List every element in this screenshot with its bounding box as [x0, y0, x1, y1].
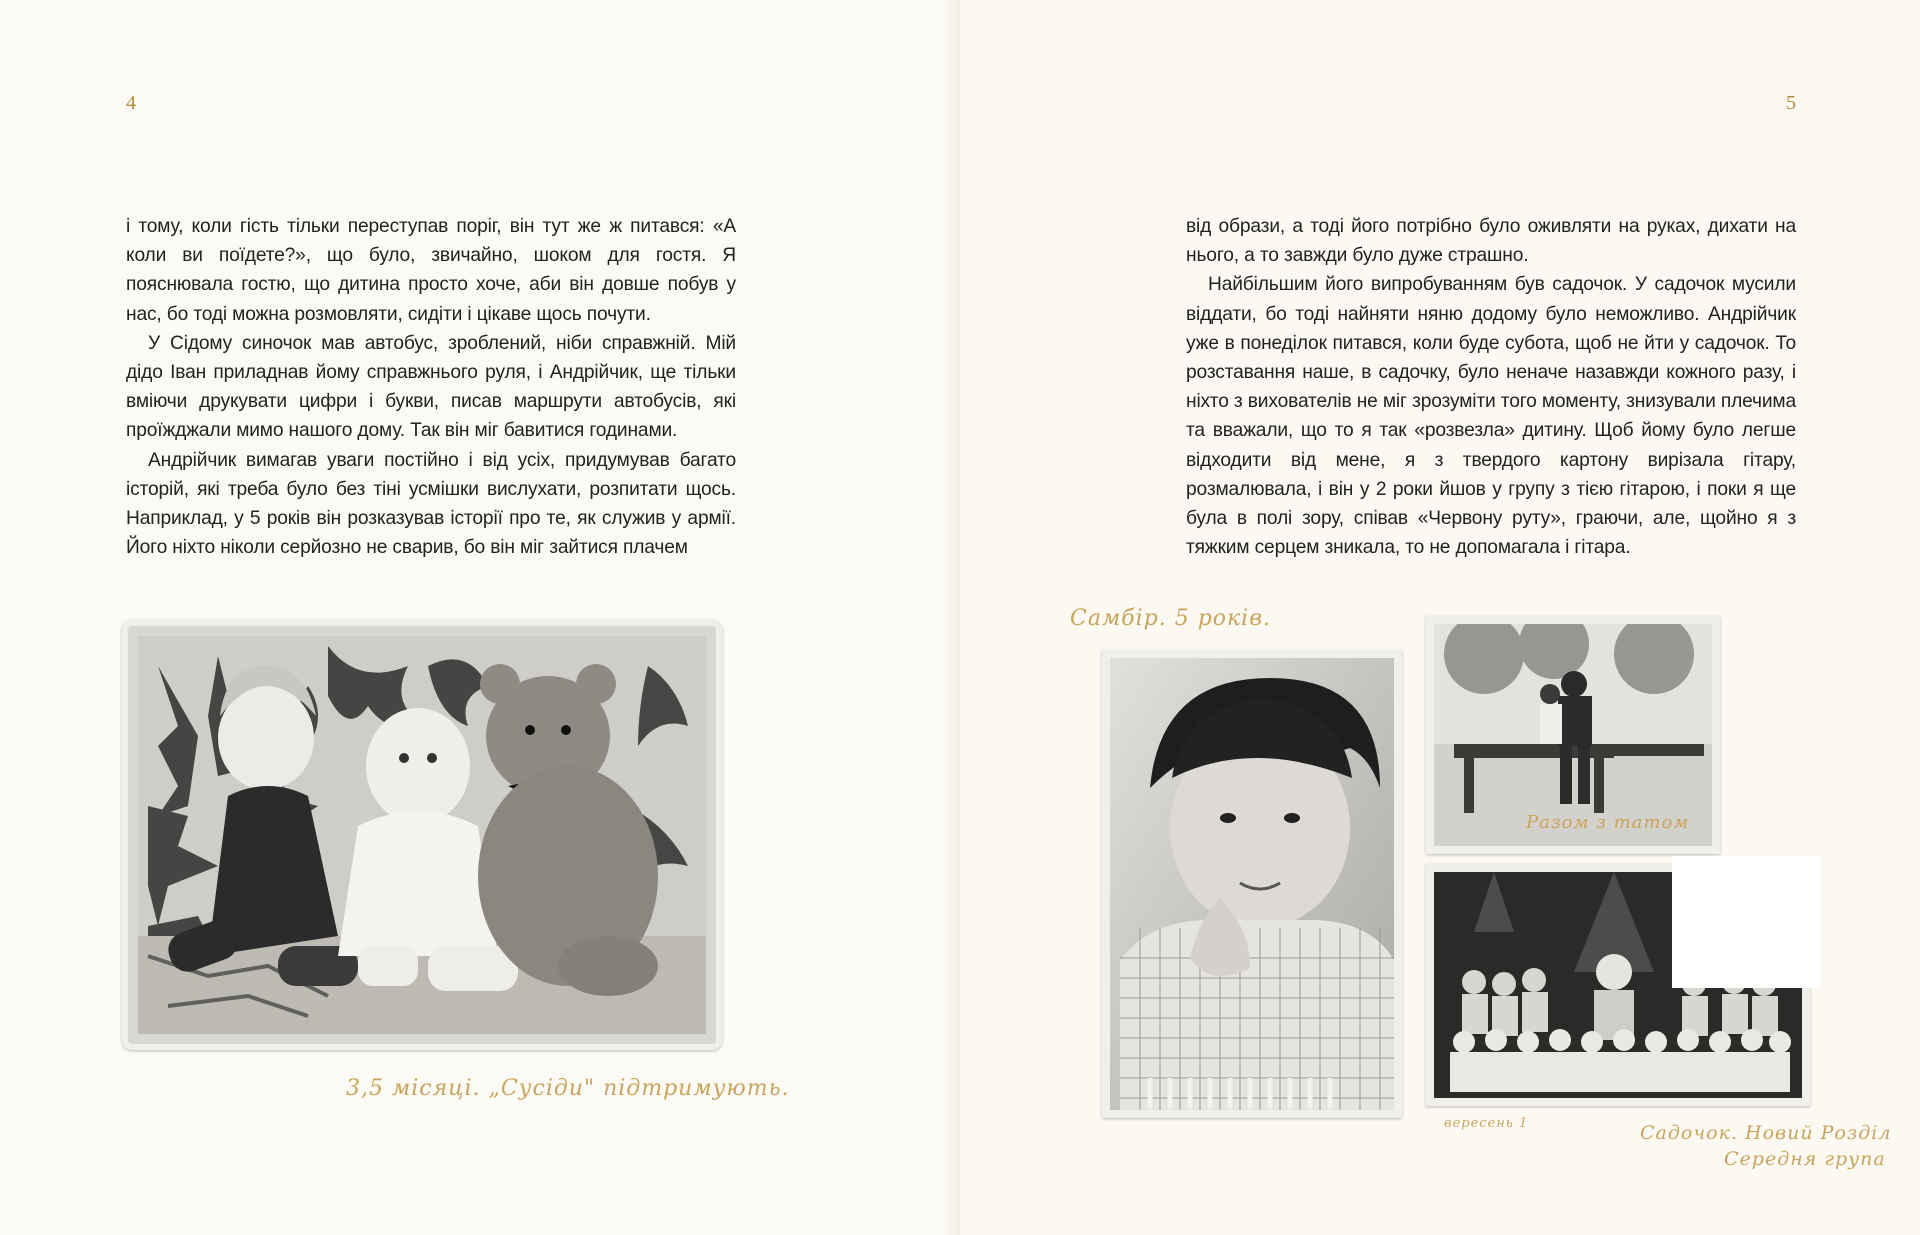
- page-number-right: 5: [1786, 92, 1796, 114]
- paragraph: Найбільшим його випробуванням був садочок. У садочок мусили віддати, бо тоді найняти няню додому було неможливо. Андрійчик уже в понеділок питався, коли буде субота, щоб не йти у садочок. То розставання наше, в садочку, було неначе назавжди кожного разу, і ніхто з вихователів не міг зрозуміти того моменту, знизували плечима та вважали, що то я так «розвезла» дитину. Щоб йому було легше відходити від мене, я з твердого картону вирізала гітару, розмалювала, і він у 2 роки йшов у групу з тією гітарою, і поки я ще була в полі зору, співав «Червону руту», граючи, але, щойно я з тяжким серцем зникала, то не допомагала і гітара.: [1186, 274, 1796, 559]
- paragraph: від образи, а тоді його потрібно було оживляти на руках, дихати на нього, а то завжди було дуже страшно.: [1186, 216, 1796, 267]
- page-number-left: 4: [126, 92, 136, 114]
- paragraph: У Сідому синочок мав автобус, зроблений, ніби справжній. Мій дідо Іван приладнав йому справжнього руля, і Андрійчик, ще тільки вміючи друкувати цифри і букви, писав маршрути автобусів, які проїжджали мимо нашого дому. Так він міг бавитися годинами.: [126, 332, 736, 442]
- paragraph: і тому, коли гість тільки переступав поріг, він тут же ж питався: «А коли ви поїдете?», що було, звичайно, шоком для гостя. Я пояснювала гостю, що дитина просто хоче, аби він довше побув у нас, бо тоді можна розмовляти, сидіти і цікаве щось почути.: [126, 216, 736, 325]
- portrait-image: [1110, 658, 1394, 1110]
- baby-with-toys-photo: [122, 620, 722, 1050]
- with-father-caption: Разом з татом: [1526, 812, 1690, 833]
- white-overlay: [1672, 856, 1820, 988]
- kindergarten-caption-line1: Садочок. Новий Розділ: [1640, 1122, 1892, 1144]
- right-page: [960, 0, 1920, 1235]
- boy-portrait-photo: [1102, 650, 1402, 1118]
- kindergarten-caption-line2: Середня група: [1724, 1148, 1886, 1170]
- paragraph: Андрійчик вимагав уваги постійно і від усіх, придумував багато історій, які треба було без тіні усмішки вислухати, розпитати щось. Наприклад, у 5 років він розказував історії про те, як служив у армії. Його ніхто ніколи серйозно не сварив, бо він міг зайтися плачем: [126, 449, 736, 559]
- baby-photo-caption: 3,5 місяці. „Сусіди" підтримують.: [346, 1076, 790, 1101]
- left-text-column: [126, 212, 736, 562]
- baby-photo-image: [128, 626, 716, 1044]
- portrait-caption: Самбір. 5 років.: [1070, 606, 1272, 631]
- right-text-column: [1186, 212, 1796, 562]
- small-handwritten-note: вересень 1: [1444, 1116, 1529, 1131]
